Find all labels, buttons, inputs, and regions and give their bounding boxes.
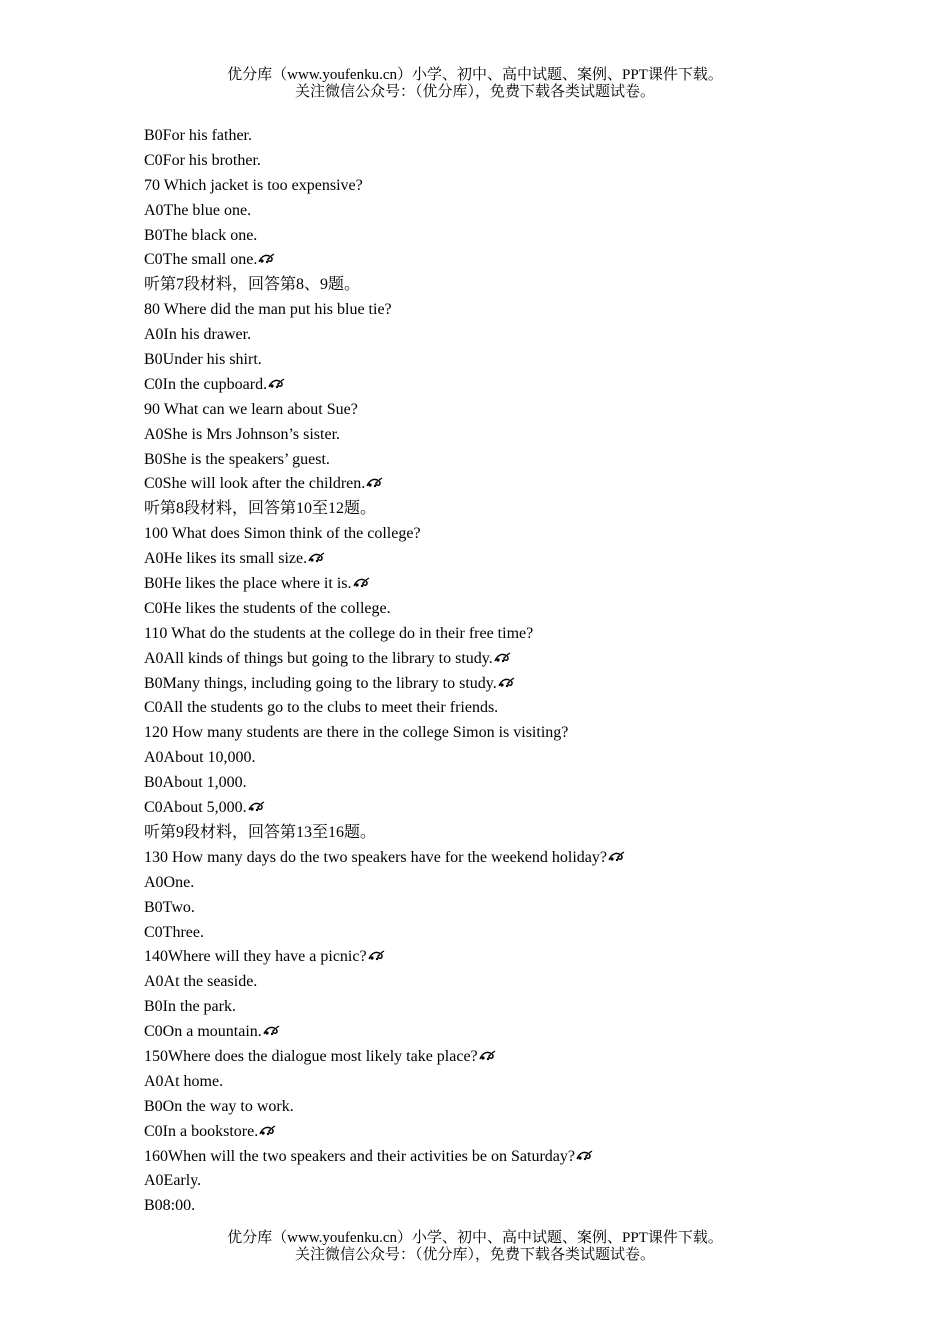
line-text: B0In the park. xyxy=(144,998,236,1016)
document-line xyxy=(144,273,864,298)
footer-line-1: 优分库（www.youfenku.cn）小学、初中、高中试题、案例、PPT课件下载。 xyxy=(227,1230,723,1246)
line-text: B0Many things, including going to the library to study. xyxy=(144,674,497,692)
header-line-2: 关注微信公众号：（优分库），免费下载各类试题试卷。 xyxy=(294,84,655,100)
document-line xyxy=(144,597,864,622)
document-line xyxy=(144,921,864,946)
line-text: B0The black one. xyxy=(144,226,258,244)
document-line xyxy=(144,846,864,871)
document-line xyxy=(144,572,864,597)
line-text: B0Two. xyxy=(144,898,195,916)
line-text: C0For his brother. xyxy=(144,151,261,169)
line-text: C0He likes the students of the college. xyxy=(144,599,391,617)
line-text: A0At home. xyxy=(144,1072,224,1090)
line-text: C0All the students go to the clubs to meet their friends. xyxy=(144,699,499,717)
document-line xyxy=(144,423,864,448)
document-line xyxy=(144,970,864,995)
paragraph-mark-icon xyxy=(608,851,625,863)
line-text: C0In a bookstore. xyxy=(144,1122,259,1140)
document-line xyxy=(144,174,864,199)
paragraph-mark-icon xyxy=(366,477,383,489)
document-line xyxy=(144,896,864,921)
line-text: B08:00. xyxy=(144,1197,196,1215)
document-line xyxy=(144,945,864,970)
line-text: 130 How many days do the two speakers have for the weekend holiday? xyxy=(144,848,607,866)
line-text: 140Where will they have a picnic? xyxy=(144,948,367,966)
document-line xyxy=(144,497,864,522)
question-list xyxy=(144,124,864,1219)
document-line xyxy=(144,1169,864,1194)
line-text: C0Three. xyxy=(144,923,204,941)
document-line xyxy=(144,771,864,796)
document-line xyxy=(144,721,864,746)
line-text: 110 What do the students at the college do in their free time? xyxy=(144,624,534,642)
document-line xyxy=(144,672,864,697)
document-line xyxy=(144,871,864,896)
document-line xyxy=(144,348,864,373)
line-text: A0He likes its small size. xyxy=(144,550,308,568)
paragraph-mark-icon xyxy=(479,1050,496,1062)
paragraph-mark-icon xyxy=(268,378,285,390)
line-text: A0Early. xyxy=(144,1172,202,1190)
document-line xyxy=(144,696,864,721)
line-text: 80 Where did the man put his blue tie? xyxy=(144,301,392,319)
document-line xyxy=(144,1020,864,1045)
document-line xyxy=(144,1045,864,1070)
document-line xyxy=(144,298,864,323)
line-text: C0On a mountain. xyxy=(144,1023,262,1041)
line-text: B0For his father. xyxy=(144,127,252,144)
document-line xyxy=(144,1194,864,1219)
paragraph-mark-icon xyxy=(258,253,275,265)
document-line xyxy=(144,149,864,174)
document-line xyxy=(144,622,864,647)
line-text: A0She is Mrs Johnson’s sister. xyxy=(144,425,341,443)
paragraph-mark-icon xyxy=(308,552,325,564)
page-header xyxy=(0,67,950,101)
document-line xyxy=(144,995,864,1020)
document-line xyxy=(144,248,864,273)
line-text: 90 What can we learn about Sue? xyxy=(144,400,358,418)
line-text: B0He likes the place where it is. xyxy=(144,575,352,593)
document-line xyxy=(144,1095,864,1120)
line-text: B0About 1,000. xyxy=(144,774,247,792)
line-text: C0The small one. xyxy=(144,251,258,269)
line-text: A0About 10,000. xyxy=(144,749,256,767)
paragraph-mark-icon xyxy=(576,1150,593,1162)
line-text: 150Where does the dialogue most likely take place? xyxy=(144,1047,478,1065)
line-text: C0She will look after the children. xyxy=(144,475,366,493)
document-line xyxy=(144,746,864,771)
line-text: 听第9段材料，回答第13至16题。 xyxy=(144,823,377,841)
paragraph-mark-icon xyxy=(498,677,515,689)
document-line xyxy=(144,199,864,224)
paragraph-mark-icon xyxy=(259,1125,276,1137)
document-line xyxy=(144,373,864,398)
line-text: A0At the seaside. xyxy=(144,973,258,991)
header-line-1: 优分库（www.youfenku.cn）小学、初中、高中试题、案例、PPT课件下载。 xyxy=(227,67,723,83)
line-text: B0On the way to work. xyxy=(144,1097,294,1115)
paragraph-mark-icon xyxy=(494,652,511,664)
footer-line-2: 关注微信公众号：（优分库），免费下载各类试题试卷。 xyxy=(294,1247,655,1263)
line-text: C0In the cupboard. xyxy=(144,375,268,393)
line-text: A0All kinds of things but going to the library to study. xyxy=(144,649,493,667)
document-line xyxy=(144,1145,864,1170)
line-text: 120 How many students are there in the college Simon is visiting? xyxy=(144,724,569,742)
line-text: 听第8段材料，回答第10至12题。 xyxy=(144,500,377,518)
page-footer xyxy=(0,1230,950,1264)
line-text: A0The blue one. xyxy=(144,201,252,219)
document-line xyxy=(144,323,864,348)
line-text: A0One. xyxy=(144,873,195,891)
line-text: A0In his drawer. xyxy=(144,326,252,344)
paragraph-mark-icon xyxy=(263,1025,280,1037)
line-text: 70 Which jacket is too expensive? xyxy=(144,176,363,194)
paragraph-mark-icon xyxy=(353,577,370,589)
document-line xyxy=(144,472,864,497)
document-line xyxy=(144,224,864,249)
document-line xyxy=(144,448,864,473)
document-line xyxy=(144,124,864,149)
document-line xyxy=(144,1070,864,1095)
document-line xyxy=(144,647,864,672)
document-line xyxy=(144,522,864,547)
document-line xyxy=(144,821,864,846)
line-text: B0Under his shirt. xyxy=(144,351,262,369)
document-line xyxy=(144,398,864,423)
line-text: 160When will the two speakers and their activities be on Saturday? xyxy=(144,1147,575,1165)
paragraph-mark-icon xyxy=(248,801,265,813)
line-text: B0She is the speakers’ guest. xyxy=(144,450,330,468)
document-line xyxy=(144,1120,864,1145)
line-text: C0About 5,000. xyxy=(144,799,247,817)
paragraph-mark-icon xyxy=(368,950,385,962)
line-text: 听第7段材料，回答第8、9题。 xyxy=(144,276,361,294)
document-line xyxy=(144,547,864,572)
document-line xyxy=(144,796,864,821)
line-text: 100 What does Simon think of the college? xyxy=(144,525,421,543)
